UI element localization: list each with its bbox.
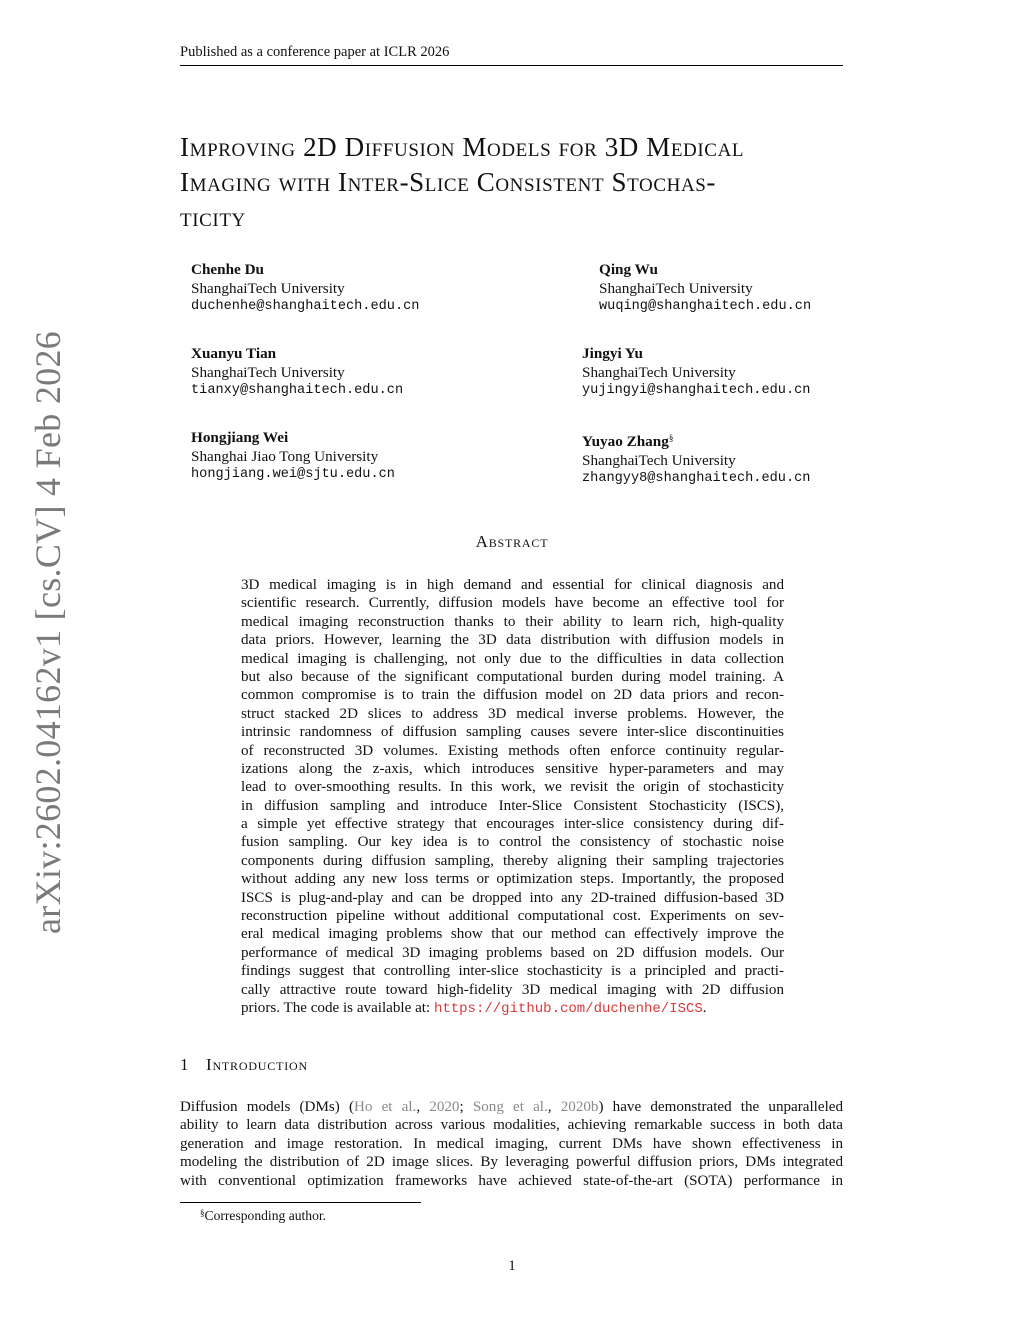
abstract-body xyxy=(241,576,784,1017)
author-affiliation: ShanghaiTech University xyxy=(191,279,345,297)
abstract-line: components during diffusion sampling, thereby aligning their sampling trajectories xyxy=(241,852,784,869)
author-affiliation: ShanghaiTech University xyxy=(191,363,345,381)
arxiv-stamp: arXiv:2602.04162v1 [cs.CV] 4 Feb 2026 xyxy=(28,330,68,934)
abstract-line: 3D medical imaging is in high demand and essential for clinical diagnosis and xyxy=(241,577,784,593)
intro-line: generation and image restoration. In medical imaging, current DMs have shown effectiveness in xyxy=(180,1135,843,1152)
intro-text: , xyxy=(416,1099,430,1115)
author-name: Qing Wu xyxy=(599,261,658,278)
author-block xyxy=(582,429,810,489)
author-name: Jingyi Yu xyxy=(582,345,643,362)
abstract-line: scientific research. Currently, diffusion models have become an effective tool for xyxy=(241,595,784,612)
footnote-text: Corresponding author. xyxy=(204,1208,327,1223)
intro-text: Diffusion models (DMs) ( xyxy=(180,1099,354,1115)
author-name: Yuyao Zhang xyxy=(582,433,669,450)
title-line-1: Improving 2D Diffusion Models for 3D Medical xyxy=(180,132,745,162)
intro-text: ) have demonstrated the unparalleled xyxy=(598,1099,844,1115)
corresponding-author-mark: § xyxy=(668,433,674,443)
abstract-line: in diffusion sampling and introduce Inter-Slice Consistent Stochasticity (ISCS), xyxy=(241,797,784,814)
header-rule xyxy=(180,65,843,66)
abstract-line: without adding any new loss terms or optimization steps. Importantly, the proposed xyxy=(241,871,784,888)
citation-link[interactable]: 2020b xyxy=(560,1099,599,1115)
paper-title xyxy=(180,130,860,235)
abstract-line: fusion sampling. Our key idea is to control the consistency of stochastic noise xyxy=(241,834,784,851)
abstract-line: of reconstructed 3D volumes. Existing methods often enforce continuity regular- xyxy=(241,742,784,759)
footnote-mark: § xyxy=(200,1208,205,1218)
title-line-2: Imaging with Inter-Slice Consistent Stochas- xyxy=(180,167,717,197)
author-block xyxy=(191,345,403,401)
abstract-last-line xyxy=(241,999,784,1017)
abstract-line: cally attractive route toward high-fidelity 3D medical imaging with 2D diffusion xyxy=(241,981,784,998)
author-affiliation: ShanghaiTech University xyxy=(582,363,736,381)
abstract-line: findings suggest that controlling inter-slice stochasticity is a principled and practi- xyxy=(241,963,784,980)
abstract-line: a simple yet effective strategy that encourages inter-slice consistency during dif- xyxy=(241,816,784,833)
intro-line: modeling the distribution of 2D image slices. By leveraging powerful diffusion priors, DMs integrated xyxy=(180,1154,843,1171)
intro-text: ; xyxy=(459,1099,473,1115)
author-email[interactable]: yujingyi@shanghaitech.edu.cn xyxy=(582,383,811,398)
author-block xyxy=(191,429,395,485)
author-name: Hongjiang Wei xyxy=(191,429,289,446)
abstract-text: priors. The code is available at: xyxy=(241,999,434,1016)
section-title: Introduction xyxy=(206,1055,308,1074)
intro-line xyxy=(180,1098,843,1116)
author-name: Chenhe Du xyxy=(191,261,265,278)
author-affiliation: Shanghai Jiao Tong University xyxy=(191,447,379,465)
abstract-text: . xyxy=(702,999,707,1016)
section-number: 1 xyxy=(180,1055,190,1074)
running-header: Published as a conference paper at ICLR 2026 xyxy=(180,44,450,60)
abstract-heading: Abstract xyxy=(475,532,549,551)
abstract-line: common compromise is to train the diffusion model on 2D data priors and recon- xyxy=(241,687,784,704)
author-name-row xyxy=(582,429,810,452)
abstract-line: intrinsic randomness of diffusion sampling causes severe inter-slice discontinuities xyxy=(241,724,784,741)
abstract-line: reconstruction pipeline without additional computational cost. Experiments on sev- xyxy=(241,908,784,925)
abstract-line: but also because of the significant computational burden during model training. A xyxy=(241,668,784,685)
author-email[interactable]: tianxy@shanghaitech.edu.cn xyxy=(191,383,404,398)
abstract-line: performance of medical 3D imaging problems based on 2D diffusion models. Our xyxy=(241,944,784,961)
abstract-line: medical imaging is challenging, not only due to the difficulties in data collection xyxy=(241,650,784,667)
author-email[interactable]: wuqing@shanghaitech.edu.cn xyxy=(599,299,812,314)
author-affiliation: ShanghaiTech University xyxy=(599,279,753,297)
abstract-line: struct stacked 2D slices to address 3D medical inverse problems. However, the xyxy=(241,705,784,722)
abstract-line: eral medical imaging problems show that our method can effectively improve the xyxy=(241,926,784,943)
footnote-rule xyxy=(180,1202,421,1203)
citation-link[interactable]: Song et al. xyxy=(472,1099,548,1115)
page-number: 1 xyxy=(508,1258,516,1274)
intro-line: with conventional optimization frameworks have achieved state-of-the-art (SOTA) performance in xyxy=(180,1172,843,1189)
abstract-line: ISCS is plug-and-play and can be dropped into any 2D-trained diffusion-based 3D xyxy=(241,889,784,906)
code-url-link[interactable]: https://github.com/duchenhe/ISCS xyxy=(433,1000,703,1017)
author-block xyxy=(191,261,419,317)
author-block xyxy=(599,261,811,317)
abstract-line: izations along the z-axis, which introduces sensitive hyper-parameters and may xyxy=(241,760,784,777)
abstract-line: medical imaging reconstruction thanks to their ability to learn rich, high-quality xyxy=(241,613,784,630)
section-heading xyxy=(180,1055,308,1075)
abstract-line: data priors. However, learning the 3D data distribution with diffusion models in xyxy=(241,632,784,649)
citation-link[interactable]: 2020 xyxy=(429,1099,460,1115)
author-block xyxy=(582,345,810,401)
abstract-line: lead to over-smoothing results. In this work, we revisit the origin of stochasticity xyxy=(241,779,784,796)
intro-line: ability to learn data distribution across various modalities, achieving remarkable success in both data xyxy=(180,1117,843,1134)
footnote xyxy=(200,1208,326,1224)
intro-text: , xyxy=(547,1099,561,1115)
title-line-3: ticity xyxy=(180,202,246,232)
author-affiliation: ShanghaiTech University xyxy=(582,451,736,469)
intro-paragraph xyxy=(180,1098,843,1190)
author-email[interactable]: hongjiang.wei@sjtu.edu.cn xyxy=(191,467,395,482)
author-email[interactable]: duchenhe@shanghaitech.edu.cn xyxy=(191,299,420,314)
author-email[interactable]: zhangyy8@shanghaitech.edu.cn xyxy=(582,471,811,486)
author-name: Xuanyu Tian xyxy=(191,345,277,362)
citation-link[interactable]: Ho et al. xyxy=(353,1099,417,1115)
